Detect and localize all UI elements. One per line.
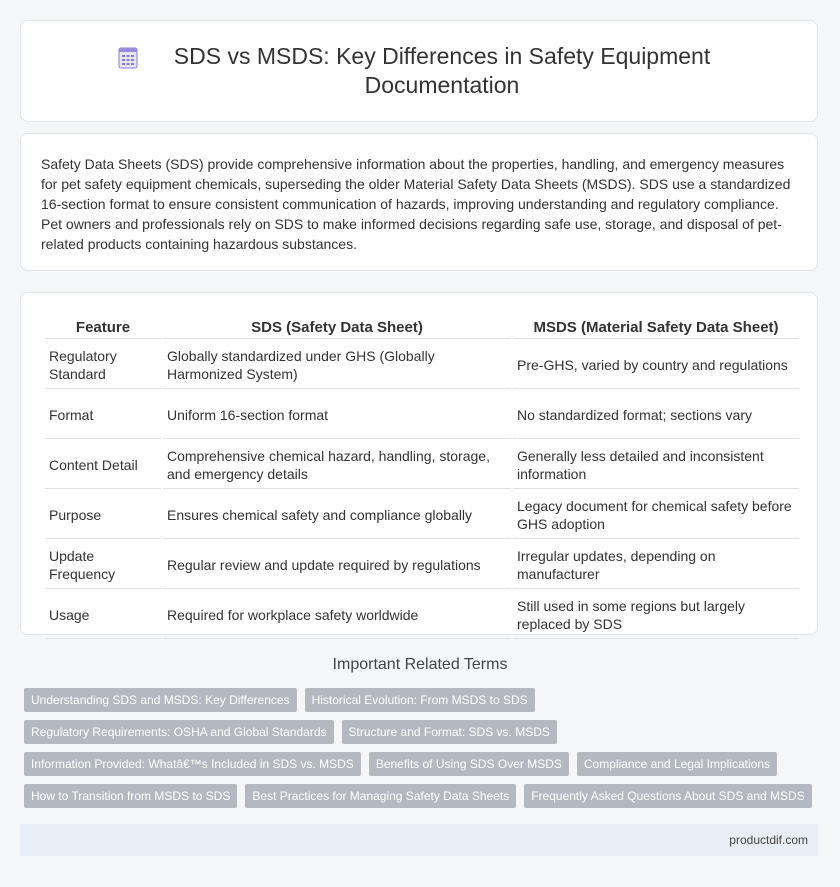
table-cell: Still used in some regions but largely replaced by SDS bbox=[513, 591, 799, 639]
page-title: SDS vs MSDS: Key Differences in Safety Equipment Documentation bbox=[173, 43, 711, 98]
table-cell: Regulatory Standard bbox=[45, 341, 161, 389]
table-cell: Usage bbox=[45, 591, 161, 639]
intro-card bbox=[20, 133, 818, 271]
related-term-tag[interactable]: Benefits of Using SDS Over MSDS bbox=[369, 752, 569, 776]
header-card bbox=[20, 20, 818, 122]
footer bbox=[20, 824, 818, 856]
comparison-table bbox=[43, 313, 801, 641]
related-term-tag[interactable]: Regulatory Requirements: OSHA and Global Standards bbox=[24, 720, 334, 744]
table-cell: Purpose bbox=[45, 491, 161, 539]
footer-site-link[interactable]: productdif.com bbox=[729, 833, 808, 847]
table-cell: Required for workplace safety worldwide bbox=[163, 591, 511, 639]
related-term-tag[interactable]: Information Provided: Whatâ€™s Included in SDS vs. MSDS bbox=[24, 752, 361, 776]
table-cell: Comprehensive chemical hazard, handling, storage, and emergency details bbox=[163, 441, 511, 489]
table-cell: Globally standardized under GHS (Globally Harmonized System) bbox=[163, 341, 511, 389]
table-cell: Ensures chemical safety and compliance globally bbox=[163, 491, 511, 539]
table-cell: Regular review and update required by regulations bbox=[163, 541, 511, 589]
column-header-feature: Feature bbox=[45, 315, 161, 339]
table-cell: No standardized format; sections vary bbox=[513, 391, 799, 439]
table-row bbox=[45, 591, 799, 639]
table-row bbox=[45, 341, 799, 389]
table-header-row bbox=[45, 315, 799, 339]
comparison-table-card bbox=[20, 292, 818, 635]
table-cell: Uniform 16-section format bbox=[163, 391, 511, 439]
table-cell: Generally less detailed and inconsistent information bbox=[513, 441, 799, 489]
column-header-sds: SDS (Safety Data Sheet) bbox=[163, 315, 511, 339]
table-cell: Irregular updates, depending on manufacturer bbox=[513, 541, 799, 589]
related-terms-title: Important Related Terms bbox=[332, 656, 508, 673]
table-cell: Pre-GHS, varied by country and regulations bbox=[513, 341, 799, 389]
related-term-tag[interactable]: Understanding SDS and MSDS: Key Differences bbox=[24, 688, 297, 712]
tag-row bbox=[24, 720, 824, 744]
related-terms-tags bbox=[24, 688, 824, 816]
table-cell: Format bbox=[45, 391, 161, 439]
related-term-tag[interactable]: How to Transition from MSDS to SDS bbox=[24, 784, 237, 808]
related-term-tag[interactable]: Compliance and Legal Implications bbox=[577, 752, 777, 776]
table-row bbox=[45, 391, 799, 439]
column-header-msds: MSDS (Material Safety Data Sheet) bbox=[513, 315, 799, 339]
table-row bbox=[45, 491, 799, 539]
related-term-tag[interactable]: Structure and Format: SDS vs. MSDS bbox=[342, 720, 557, 744]
tag-row bbox=[24, 784, 824, 808]
related-term-tag[interactable]: Historical Evolution: From MSDS to SDS bbox=[305, 688, 535, 712]
table-row bbox=[45, 441, 799, 489]
document-grid-icon bbox=[116, 46, 140, 70]
tag-row bbox=[24, 752, 824, 776]
intro-paragraph: Safety Data Sheets (SDS) provide comprehensive information about the properties, handling, and emergency measures for pet safety equipment chemicals, superseding the older Material Safety Data Sheets (MSDS). SDS use a standardized 16-section format to ensure consistent communication of hazards, improving understanding and regulatory compliance. Pet owners and professionals rely on SDS to make informed decisions regarding safe use, storage, and disposal of pet-related products containing hazardous substances. bbox=[41, 156, 791, 252]
table-cell: Content Detail bbox=[45, 441, 161, 489]
table-cell: Update Frequency bbox=[45, 541, 161, 589]
related-term-tag[interactable]: Best Practices for Managing Safety Data Sheets bbox=[245, 784, 516, 808]
related-term-tag[interactable]: Frequently Asked Questions About SDS and MSDS bbox=[524, 784, 811, 808]
tag-row bbox=[24, 688, 824, 712]
table-cell: Legacy document for chemical safety before GHS adoption bbox=[513, 491, 799, 539]
table-row bbox=[45, 541, 799, 589]
